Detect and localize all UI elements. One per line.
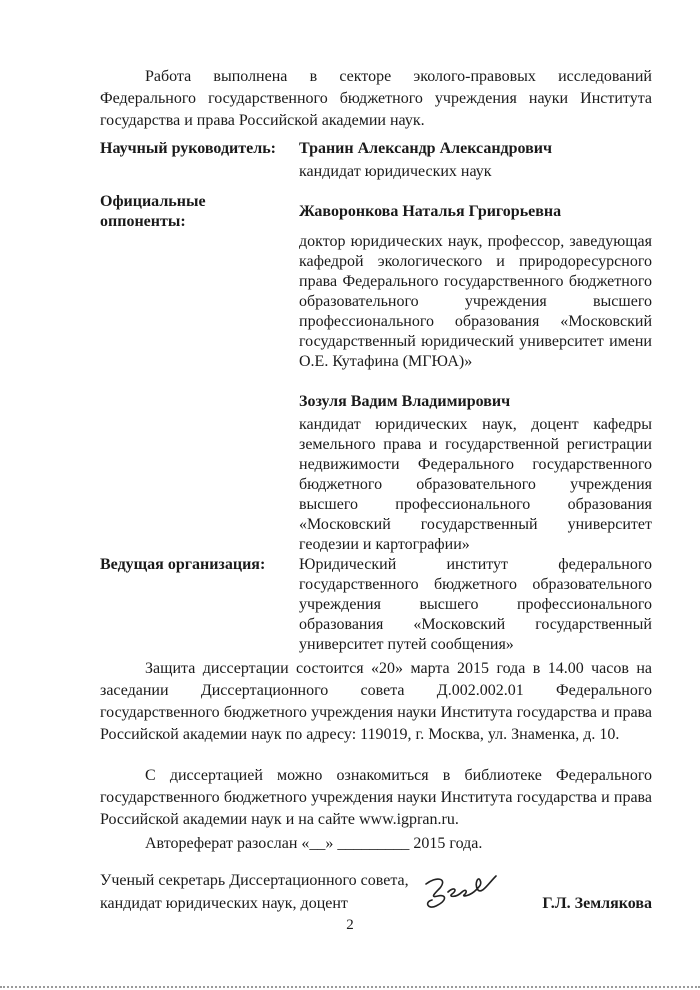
opponent-1-name: Жаворонкова Наталья Григорьевна <box>299 203 562 220</box>
opponent-2-description: кандидат юридических наук, доцент кафедры земельного права и государственной регистрации недвижимости Федерального государственного бюджетного образовательного учреждения высшего профессионального образования «Московский государственный университет геодезии и картографии» <box>299 416 652 553</box>
leading-org-label: Ведущая организация: <box>100 556 266 573</box>
library-paragraph: С диссертацией можно ознакомиться в библиотеке Федерального государственного бюджетного учреждения науки Института государства и права Российской академии наук и на сайте www.igpran.ru. <box>100 767 652 828</box>
supervisor-label: Научный руководитель: <box>100 140 276 157</box>
page-number: 2 <box>346 917 354 933</box>
secretary-name: Г.Л. Землякова <box>542 895 652 912</box>
defense-paragraph: Защита диссертации состоится «20» марта 2015 года в 14.00 часов на заседании Диссертационного совета Д.002.002.01 Федерального государственного бюджетного учреждения науки Института государства и права Российской академии наук по адресу: 119019, г. Москва, ул. Знаменка, д. 10. <box>100 660 652 743</box>
opponents-label: Официальные оппоненты: <box>100 193 206 230</box>
leading-org-description: Юридический институт федерального государственного бюджетного образовательного учреждения высшего профессионального образования «Московский государственный университет путей сообщения» <box>299 556 652 653</box>
opponent-1-description: доктор юридических наук, профессор, заведующая кафедрой экологического и природоресурсного права Федерального государственного бюджетного образовательного учреждения высшего профессионального образования «Московский государственный юридический университет имени О.Е. Кутафина (МГЮА)» <box>299 233 652 370</box>
secretary-line-2: кандидат юридических наук, доцент <box>100 895 348 912</box>
sent-line: Автореферат разослан «__» _________ 2015 года. <box>145 835 483 852</box>
intro-paragraph: Работа выполнена в секторе эколого-правовых исследований Федерального государственного бюджетного учреждения науки Института государства и права Российской академии наук. <box>100 68 652 129</box>
opponent-2-name: Зозуля Вадим Владимирович <box>299 393 511 410</box>
supervisor-name: Транин Александр Александрович <box>299 140 553 157</box>
scan-edge-line <box>0 986 700 990</box>
secretary-line-1: Ученый секретарь Диссертационного совета, <box>100 872 409 889</box>
handwritten-signature <box>418 862 508 917</box>
supervisor-degree: кандидат юридических наук <box>299 163 492 180</box>
